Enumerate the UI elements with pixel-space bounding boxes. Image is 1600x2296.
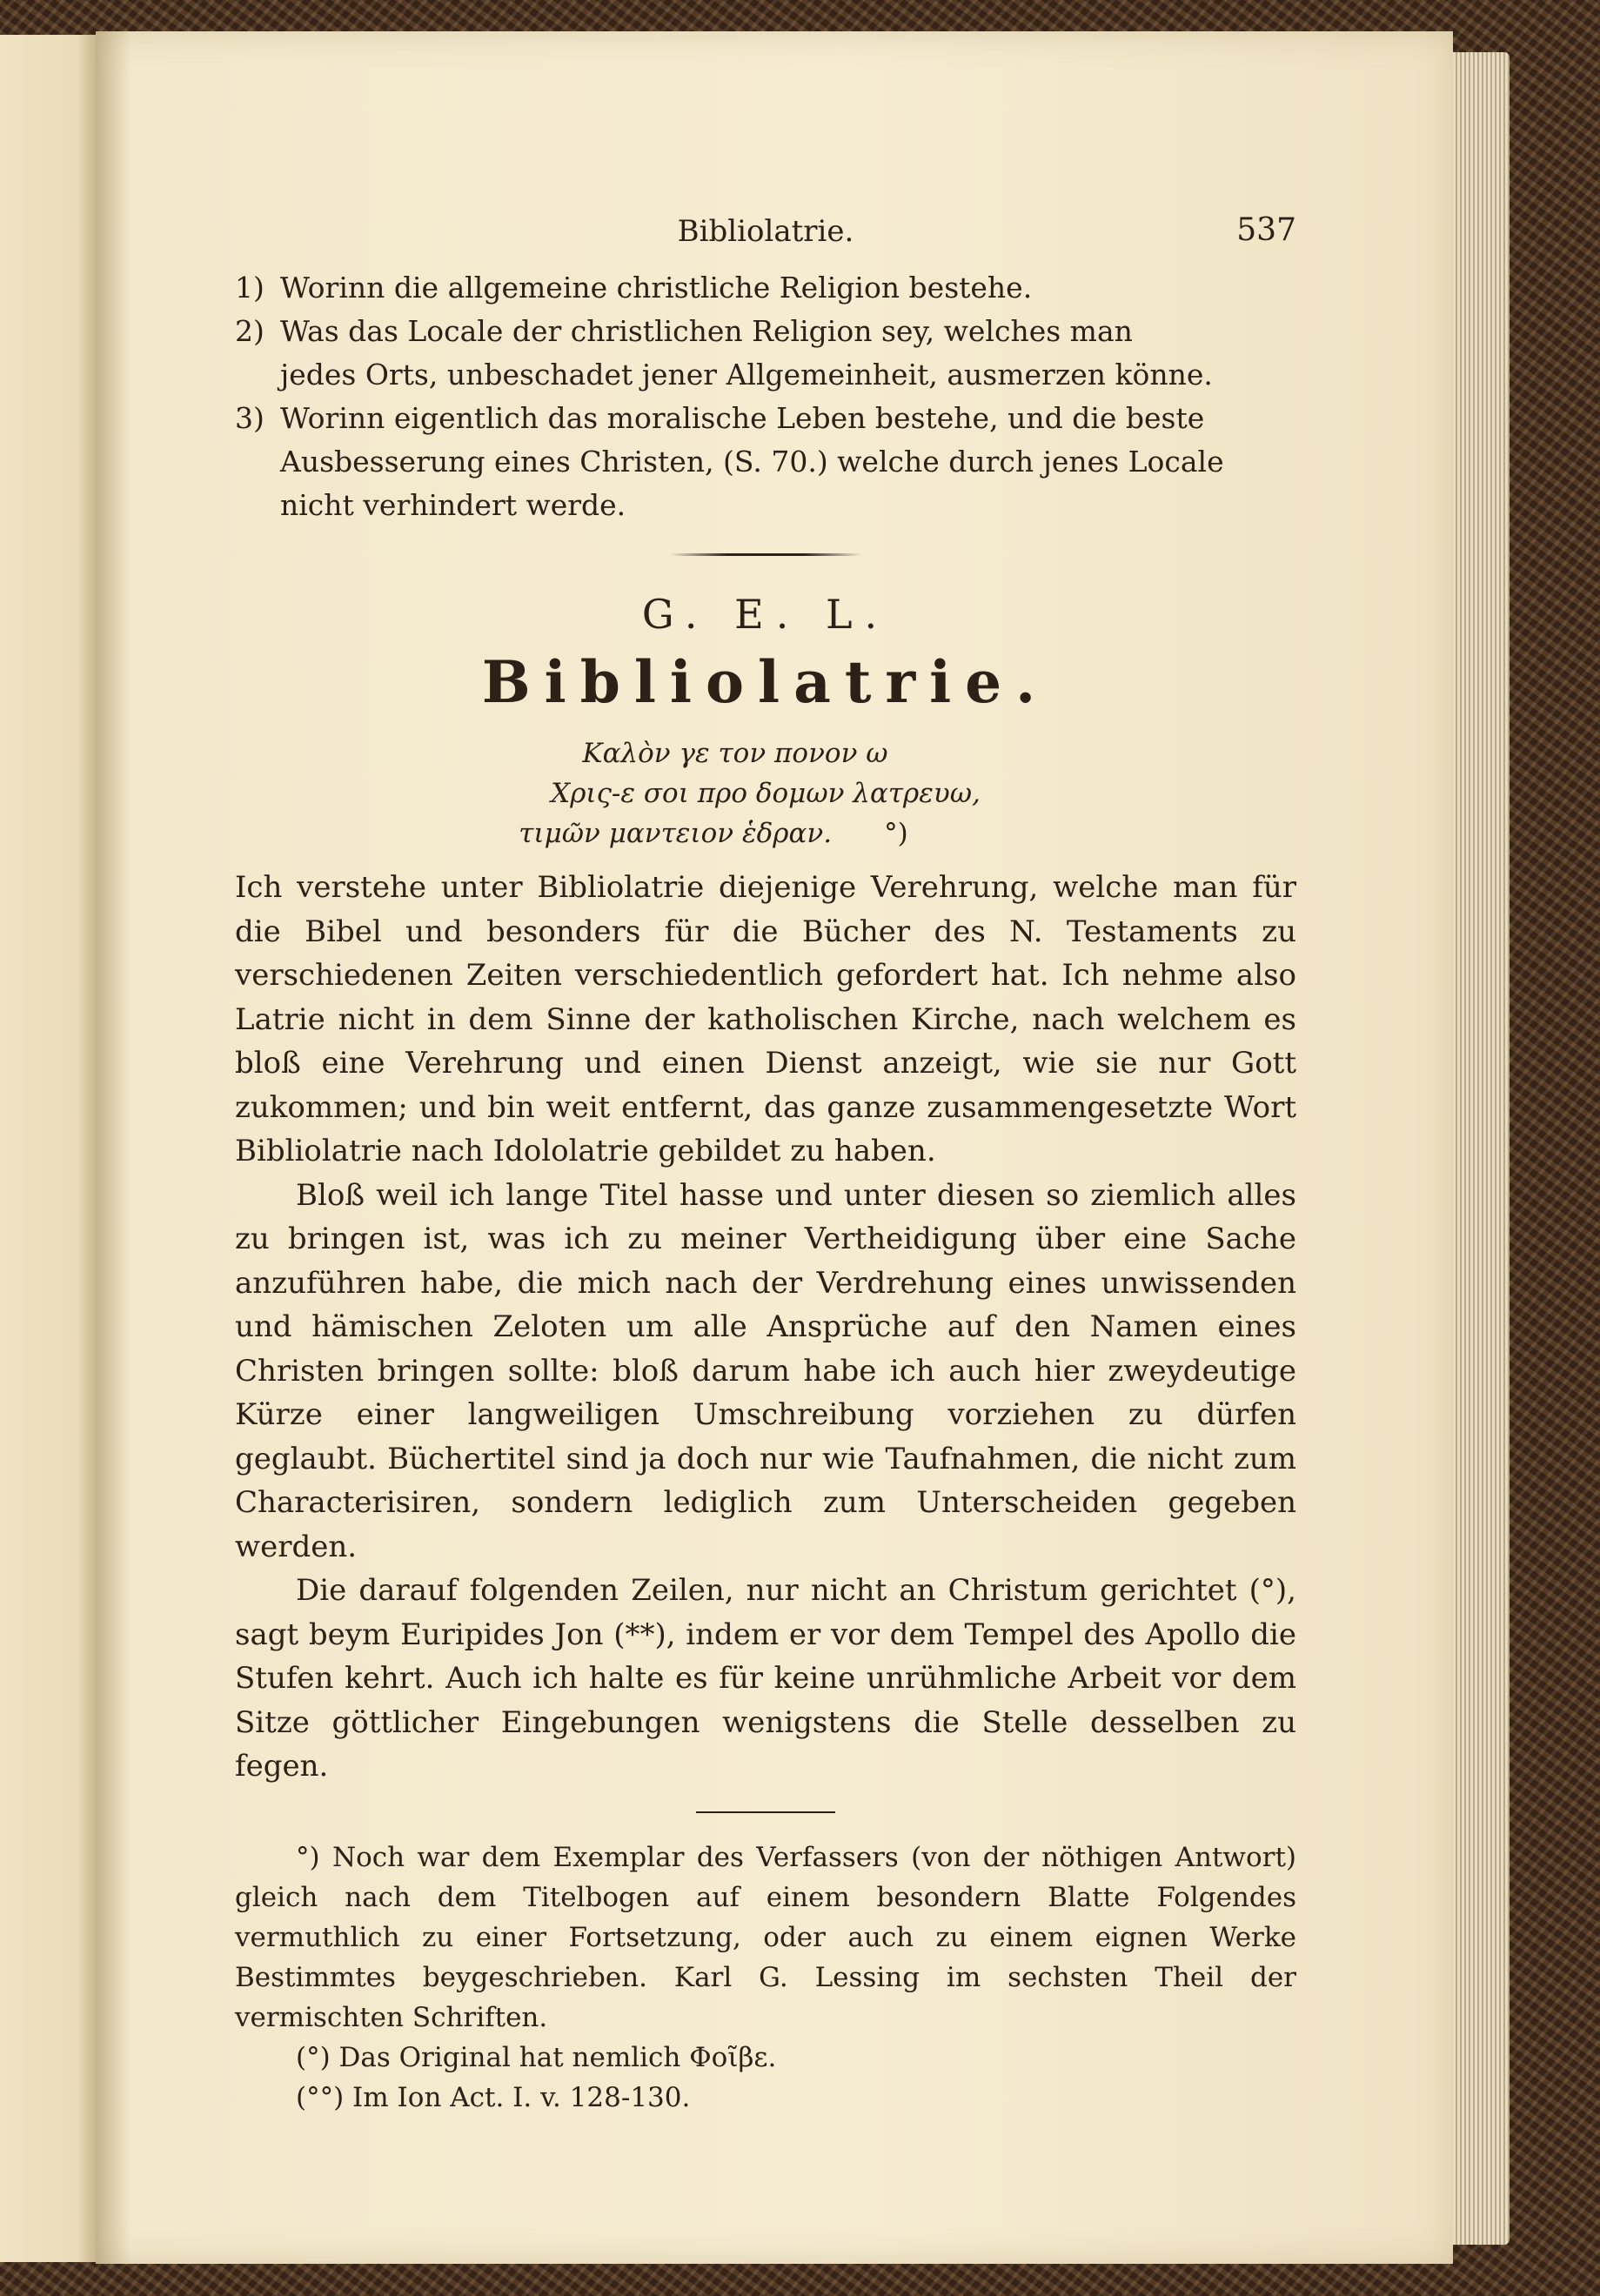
list-item-continuation: jedes Orts, unbeschadet jener Allgemeinheit, ausmerzen könne. (280, 358, 1213, 392)
footnote-rule (696, 1811, 835, 1813)
motto-line: Καλὸν γε τον πονον ω (582, 738, 888, 769)
ornamental-rule (670, 553, 861, 556)
footnotes (235, 1837, 1296, 2118)
motto-line: Χρις-ε σοι προ δομων λατρευω, (551, 778, 981, 809)
paragraph: Ich verstehe unter Bibliolatrie diejenige Verehrung, welche man für die Bibel und besonders für die Bücher des N. Testaments zu verschiedenen Zeiten verschiedentlich gefordert hat. Ich nehme also Latrie nicht in dem Sinne der katholischen Kirche, nach welchem es bloß eine Verehrung und einen Dienst anzeigt, wie sie nur Gott zukommen; und bin weit entfernt, das ganze zusammengesetzte Wort Bibliolatrie nach Idololatrie gebildet zu haben. (235, 870, 1296, 1168)
greek-motto (235, 733, 1296, 853)
footnote: (°°) Im Ion Act. I. v. 128-130. (296, 2081, 691, 2113)
body-text (235, 866, 1296, 1789)
page-number: 537 (1236, 212, 1296, 248)
list-item: 1) Worinn die allgemeine christliche Religion bestehe. (235, 271, 1033, 305)
list-item: 2) Was das Locale der christlichen Religion sey, welches man (235, 314, 1133, 348)
numbered-list (235, 266, 1296, 527)
list-item: 3) Worinn eigentlich das moralische Leben bestehe, und die beste (235, 401, 1205, 435)
paragraph: Bloß weil ich lange Titel hasse und unter diesen so ziemlich alles zu bringen ist, was ich zu meiner Vertheidigung über eine Sache anzuführen habe, die mich nach der Verdrehung eines unwissenden und hämischen Zeloten um alle Ansprüche auf den Namen eines Christen bringen sollte: bloß darum habe ich auch hier zweydeutige Kürze einer langweiligen Umschreibung vorziehen zu dürfen geglaubt. Büchertitel sind ja doch nur wie Taufnahmen, die nicht zum Characterisiren, sondern lediglich zum Unterscheiden gegeben werden. (235, 1177, 1296, 1564)
paragraph: Die darauf folgenden Zeilen, nur nicht an Christum gerichtet (°), sagt beym Euripides Jon (**), indem er vor dem Tempel des Apollo die Stufen kehrt. Auch ich halte es für keine unrühmliche Arbeit vor dem Sitze göttlicher Eingebungen wenigstens die Stelle desselben zu fegen. (235, 1573, 1296, 1784)
footnote: °) Noch war dem Exemplar des Verfassers (von der nöthigen Antwort) gleich nach dem Titelbogen auf einem besondern Blatte Folgendes vermuthlich zu einer Fortsetzung, oder auch zu einem eignen Werke Bestimmtes beygeschrieben. Karl G. Lessing im sechsten Theil der vermischten Schriften. (235, 1841, 1296, 2033)
page-text-block (235, 205, 1296, 2118)
author-initials: G. E. L. (641, 591, 890, 638)
footnote: (°) Das Original hat nemlich Φοῖβε. (296, 2041, 777, 2073)
motto-line: τιμῶν μαντειον ἑδραν. °) (519, 818, 908, 849)
previous-page-edge (0, 35, 96, 2262)
book-page (96, 31, 1453, 2264)
list-item-continuation: nicht verhindert werde. (280, 488, 626, 522)
chapter-title: Bibliolatrie. (481, 648, 1050, 716)
footnote-marker: °) (884, 818, 908, 849)
running-head-title: Bibliolatrie. (677, 214, 854, 249)
list-item-continuation: Ausbesserung eines Christen, (S. 70.) welche durch jenes Locale (280, 445, 1224, 479)
running-head (235, 205, 1296, 266)
